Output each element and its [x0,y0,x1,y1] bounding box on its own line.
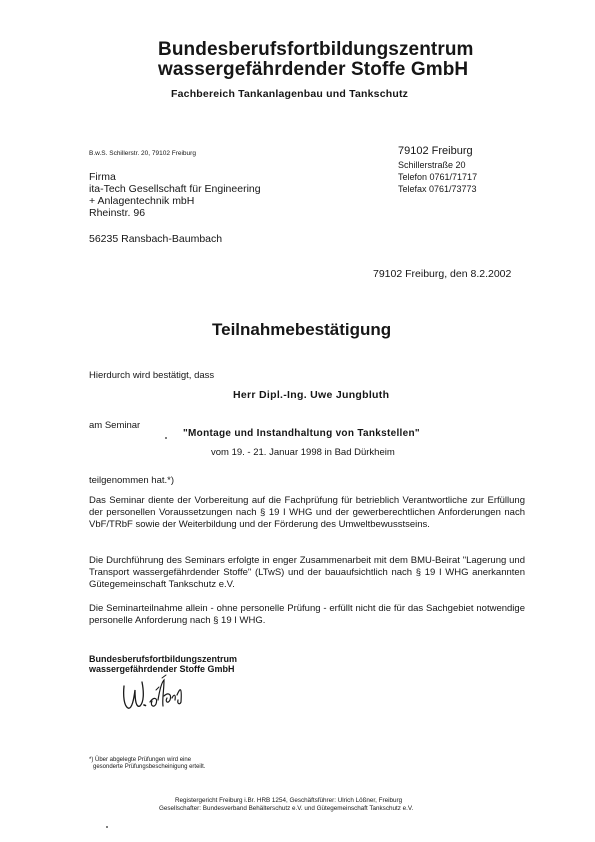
handwritten-signature [120,668,190,718]
organization-name-line1: Bundesberufsfortbildungszentrum [158,39,474,60]
contact-city: 79102 Freiburg [398,145,473,157]
sender-return-address: B.w.S. Schillerstr. 20, 79102 Freiburg [89,150,196,157]
participated-text: teilgenommen hat.*) [89,475,175,486]
signature-org-line2: wassergefährdender Stoffe GmbH [89,664,235,674]
recipient-line: + Anlagentechnik mbH [89,195,195,207]
scan-speck [165,437,167,439]
contact-street: Schillerstraße 20 [398,160,466,170]
paragraph: Das Seminar diente der Vorbereitung auf die Fachprüfung für betrieblich Verantwortliche zur Erfüllung der personellen Voraussetzungen nach § 19 I WHG und der gewerberechtlichen Anforderungen nach VbF/TRbF sowie der Weiterbildung und der Förderung des Umweltbewusstseins. [89,495,525,530]
recipient-line: Firma [89,171,116,183]
intro-text: Hierdurch wird bestätigt, dass [89,370,215,381]
recipient-line: ita-Tech Gesellschaft für Engineering [89,183,261,195]
participant-name: Herr Dipl.-Ing. Uwe Jungbluth [233,389,390,401]
organization-name-line2: wassergefährdender Stoffe GmbH [158,59,469,80]
register-line: Registergericht Freiburg i.Br. HRB 1254, Geschäftsführer: Ulrich Lößner, Freiburg [175,797,403,804]
footnote-line: gesonderte Prüfungsbescheinigung erteilt. [93,764,206,770]
contact-fax: Telefax 0761/73773 [398,184,477,194]
footnote-line: *) Über abgelegte Prüfungen wird eine [89,757,192,763]
paragraph: Die Seminarteilnahme allein - ohne personelle Prüfung - erfüllt nicht die für das Sachgebiet notwendige personelle Anforderung nach § 19 I WHG. [89,603,525,626]
seminar-title: "Montage und Instandhaltung von Tankstellen" [183,428,420,439]
seminar-label: am Seminar [89,420,141,431]
date-line: 79102 Freiburg, den 8.2.2002 [373,268,512,280]
scan-speck [106,826,108,828]
contact-phone: Telefon 0761/71717 [398,172,478,182]
recipient-line: 56235 Ransbach-Baumbach [89,233,223,245]
department-line: Fachbereich Tankanlagenbau und Tankschutz [171,88,409,100]
paragraph: Die Durchführung des Seminars erfolgte in enger Zusammenarbeit mit dem BMU-Beirat "Lagerung und Transport wassergefährdender Stoffe" (LTwS) und der bauaufsichtlich nach § 19 I WHG anerkannten Gütegemeinschaft Tankschutz e.V. [89,555,525,590]
register-line: Gesellschafter: Bundesverband Behälterschutz e.V. und Gütegemeinschaft Tankschutz e.V. [159,805,414,812]
document-title: Teilnahmebestätigung [212,320,392,339]
seminar-dates: vom 19. - 21. Januar 1998 in Bad Dürkheim [211,447,395,458]
recipient-line: Rheinstr. 96 [89,207,146,219]
signature-org-line1: Bundesberufsfortbildungszentrum [89,654,237,664]
